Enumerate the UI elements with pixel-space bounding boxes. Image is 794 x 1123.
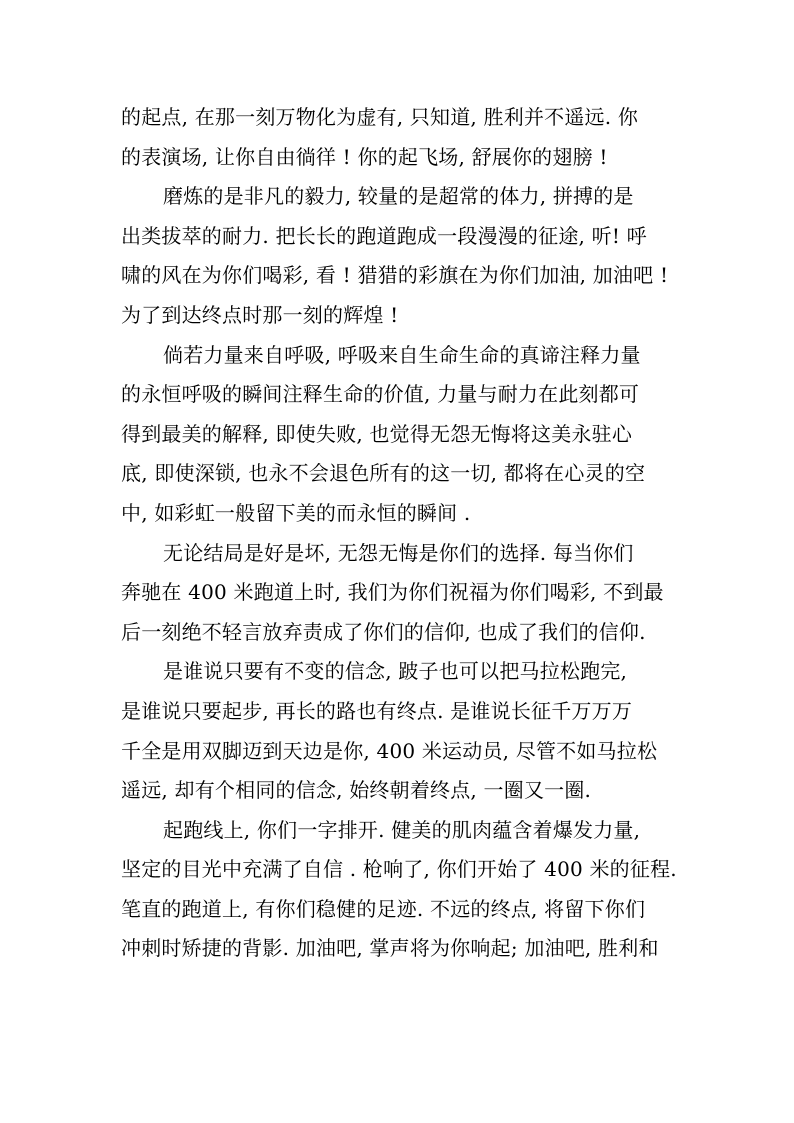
text-line: 坚定的目光中充满了自信 . 枪响了, 你们开始了 400 米的征程. <box>121 857 677 882</box>
paragraph-start-line: 是谁说只要有不变的信念, 跛子也可以把马拉松跑完, <box>163 659 628 684</box>
body-text <box>121 98 681 969</box>
text-line: 奔驰在 400 米跑道上时, 我们为你们祝福为你们喝彩, 不到最 <box>121 580 664 605</box>
paragraph-start-line: 倘若力量来自呼吸, 呼吸来自生命生命的真谛注释力量 <box>163 342 641 367</box>
text-line: 啸的风在为你们喝彩, 看 ! 猎猎的彩旗在为你们加油, 加油吧 ! <box>121 263 669 288</box>
text-line: 遥远, 却有个相同的信念, 始终朝着终点, 一圈又一圈. <box>121 778 592 803</box>
text-line: 为了到达终点时那一刻的辉煌 ! <box>121 302 399 327</box>
text-line: 得到最美的解释, 即使失败, 也觉得无怨无悔将这美永驻心 <box>121 421 633 446</box>
text-line: 的表演场, 让你自由徜徉 ! 你的起飞场, 舒展你的翅膀 ! <box>121 144 608 169</box>
text-line: 出类拔萃的耐力. 把长长的跑道跑成一段漫漫的征途, 听! 呼 <box>121 223 647 248</box>
text-line: 笔直的跑道上, 有你们稳健的足迹. 不远的终点, 将留下你们 <box>121 896 646 921</box>
paragraph-start-line: 起跑线上, 你们一字排开. 健美的肌肉蕴含着爆发力量, <box>163 817 641 842</box>
text-line: 底, 即使深锁, 也永不会退色所有的这一切, 都将在心灵的空 <box>121 461 646 486</box>
text-line: 中, 如彩虹一般留下美的而永恒的瞬间 . <box>121 500 471 525</box>
text-line: 是谁说只要起步, 再长的路也有终点. 是谁说长征千万万万 <box>121 698 633 723</box>
text-line: 的起点, 在那一刻万物化为虚有, 只知道, 胜利并不遥远. 你 <box>121 105 639 129</box>
text-line: 的永恒呼吸的瞬间注释生命的价值, 力量与耐力在此刻都可 <box>121 382 640 407</box>
paragraph-start-line: 无论结局是好是坏, 无怨无悔是你们的选择. 每当你们 <box>163 540 634 565</box>
paragraph-start-line: 磨炼的是非凡的毅力, 较量的是超常的体力, 拼搏的是 <box>163 184 634 209</box>
text-line: 冲刺时矫捷的背影. 加油吧, 掌声将为你响起; 加油吧, 胜利和 <box>121 936 659 961</box>
text-line: 后一刻绝不轻言放弃责成了你们的信仰, 也成了我们的信仰. <box>121 619 646 644</box>
text-line: 千全是用双脚迈到天边是你, 400 米运动员, 尽管不如马拉松 <box>121 738 658 763</box>
